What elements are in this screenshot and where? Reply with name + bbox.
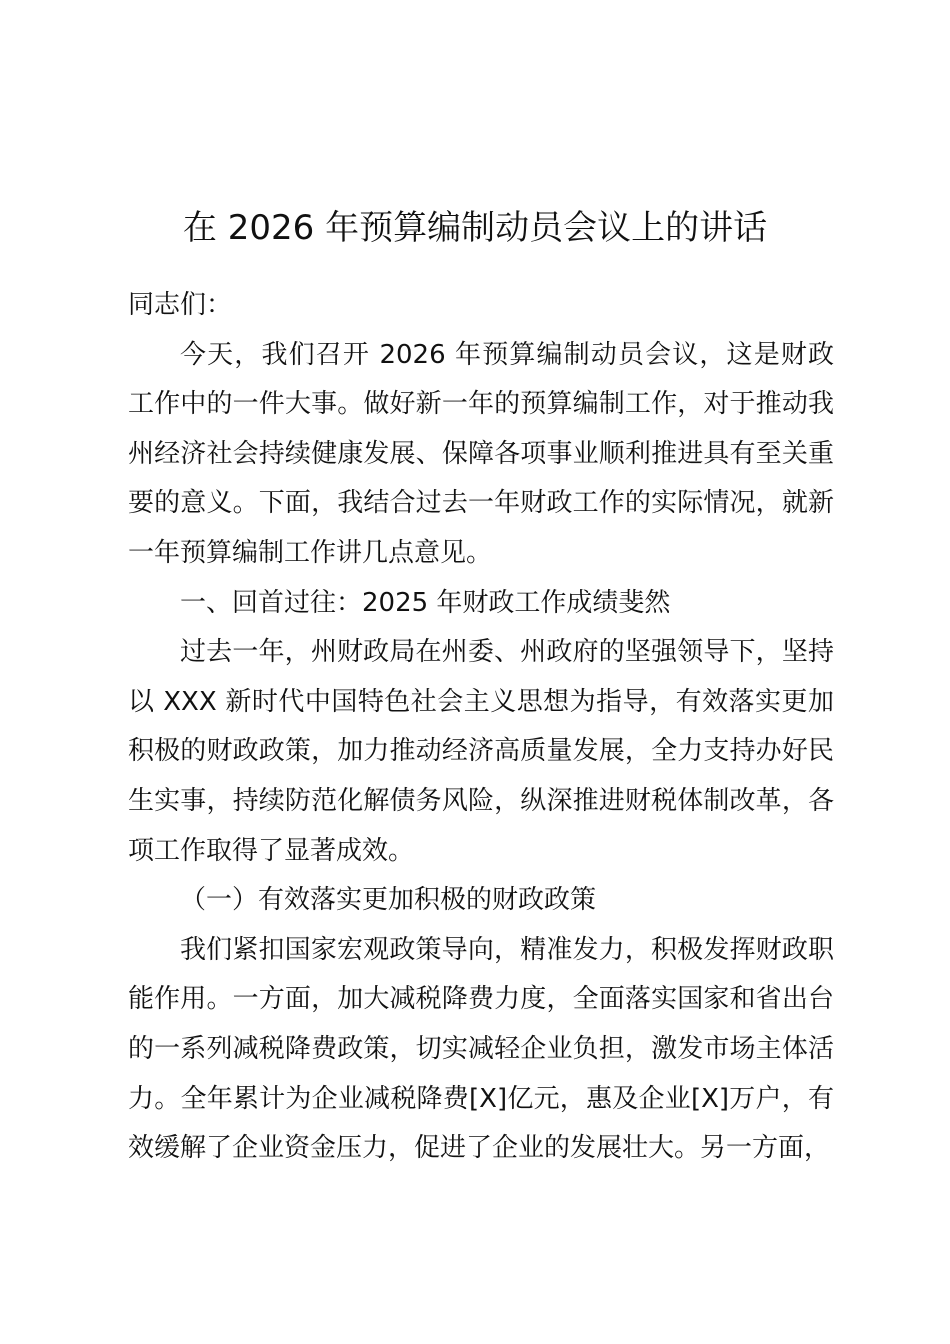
paragraph-intro: 今天，我们召开 2026 年预算编制动员会议，这是财政工作中的一件大事。做好新一年的预算编制工作，对于推动我州经济社会持续健康发展、保障各项事业顺利推进具有至关重要的意义。下面，我结合过去一年财政工作的实际情况，就新一年预算编制工作讲几点意见。	[128, 339, 834, 568]
subsection-heading-1: （一）有效落实更加积极的财政政策	[180, 885, 597, 916]
salutation: 同志们：	[128, 290, 233, 320]
document-title: 在 2026 年预算编制动员会议上的讲话	[182, 207, 768, 248]
section-heading-1: 一、回首过往：2025 年财政工作成绩斐然	[180, 587, 671, 618]
paragraph-policy: 我们紧扣国家宏观政策导向，精准发力，积极发挥财政职能作用。一方面，加大减税降费力度，全面落实国家和省出台的一系列减税降费政策，切实减轻企业负担，激发市场主体活力。全年累计为企业减税降费[X]亿元，惠及企业[X]万户，有效缓解了企业资金压力，促进了企业的发展壮大。另一方面，	[128, 934, 834, 1164]
document-body	[128, 281, 834, 1174]
paragraph-review: 过去一年，州财政局在州委、州政府的坚强领导下，坚持以 XXX 新时代中国特色社会主义思想为指导，有效落实更加积极的财政政策，加力推动经济高质量发展，全力支持办好民生实事，持续防范化解债务风险，纵深推进财税体制改革，各项工作取得了显著成效。	[128, 637, 834, 866]
